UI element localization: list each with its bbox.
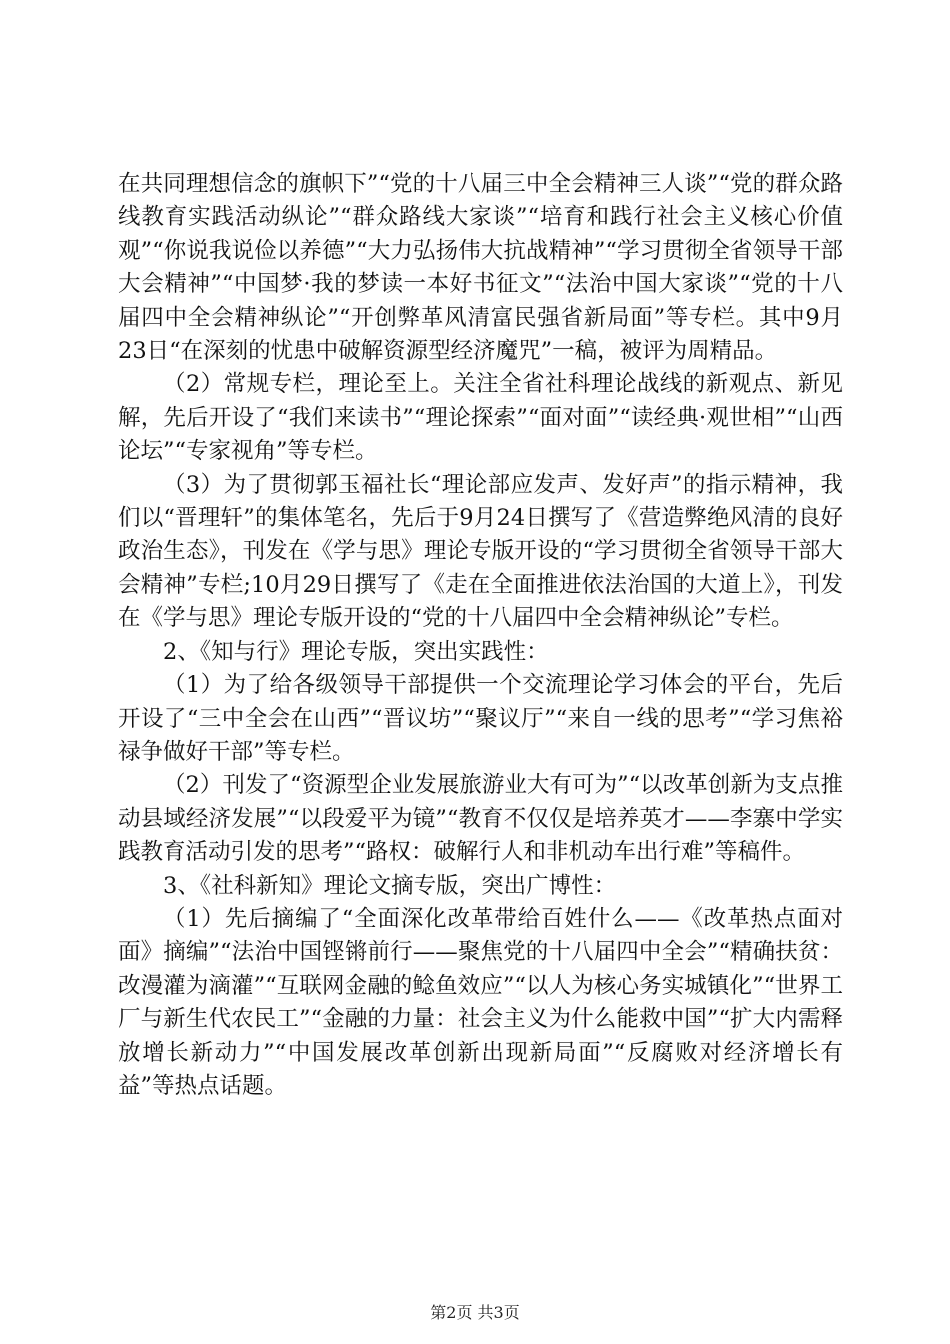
page-number-footer: 第2页 共3页 <box>430 1303 520 1322</box>
section-heading-sheke-xinzhi: 3、《社科新知》理论文摘专版，突出广博性： <box>163 872 617 899</box>
paragraph-jinlixuan-articles: （3）为了贯彻郭玉福社长“理论部应发声、发好声”的指示精神，我们以“晋理轩”的集体笔名，先后于9月24日撰写了《营造弊绝风清的良好政治生态》，刊发在《学与思》理论专版开设的“学习贯彻全省领导干部大会精神”专栏;10月29日撰写了《走在全面推进依法治国的大道上》，刊发在《学与思》理论专版开设的“党的十八届四中全会精神纵论”专栏。 <box>118 471 843 632</box>
paragraph-column-list-continued: 在共同理想信念的旗帜下”“党的十八届三中全会精神三人谈”“党的群众路线教育实践活动纵论”“群众路线大家谈”“培育和践行社会主义核心价值观”“你说我说俭以养德”“大力弘扬伟大抗战精神”“学习贯彻全省领导干部大会精神”“中国梦·我的梦读一本好书征文”“法治中国大家谈”“党的十八届四中全会精神纵论”“开创弊革风清富民强省新局面”等专栏。其中9月23日“在深刻的忧患中破解资源型经济魔咒”一稿，被评为周精品。 <box>118 171 843 365</box>
document-body <box>118 168 843 1103</box>
paragraph-sheke-xinzhi-topics: （1）先后摘编了“全面深化改革带给百姓什么——《改革热点面对面》摘编”“法治中国铿锵前行——聚焦党的十八届四中全会”“精确扶贫：改漫灌为滴灌”“互联网金融的鲶鱼效应”“以人为核心务实城镇化”“世界工厂与新生代农民工”“金融的力量：社会主义为什么能救中国”“扩大内需释放增长新动力”“中国发展改革创新出现新局面”“反腐败对经济增长有益”等热点话题。 <box>118 905 843 1099</box>
section-heading-zhiyuxing: 2、《知与行》理论专版，突出实践性： <box>163 638 549 665</box>
paragraph-regular-columns: （2）常规专栏，理论至上。关注全省社科理论战线的新观点、新见解，先后开设了“我们来读书”“理论探索”“面对面”“读经典·观世相”“山西论坛”“专家视角”等专栏。 <box>118 371 843 465</box>
paragraph-zhiyuxing-articles: （2）刊发了“资源型企业发展旅游业大有可为”“以改革创新为支点推动县域经济发展”“以段爱平为镜”“教育不仅仅是培养英才——李寨中学实践教育活动引发的思考”“路权：破解行人和非机动车出行难”等稿件。 <box>118 772 843 866</box>
paragraph-zhiyuxing-columns: （1）为了给各级领导干部提供一个交流理论学习体会的平台，先后开设了“三中全会在山西”“晋议坊”“聚议厅”“来自一线的思考”“学习焦裕禄争做好干部”等专栏。 <box>118 672 843 765</box>
